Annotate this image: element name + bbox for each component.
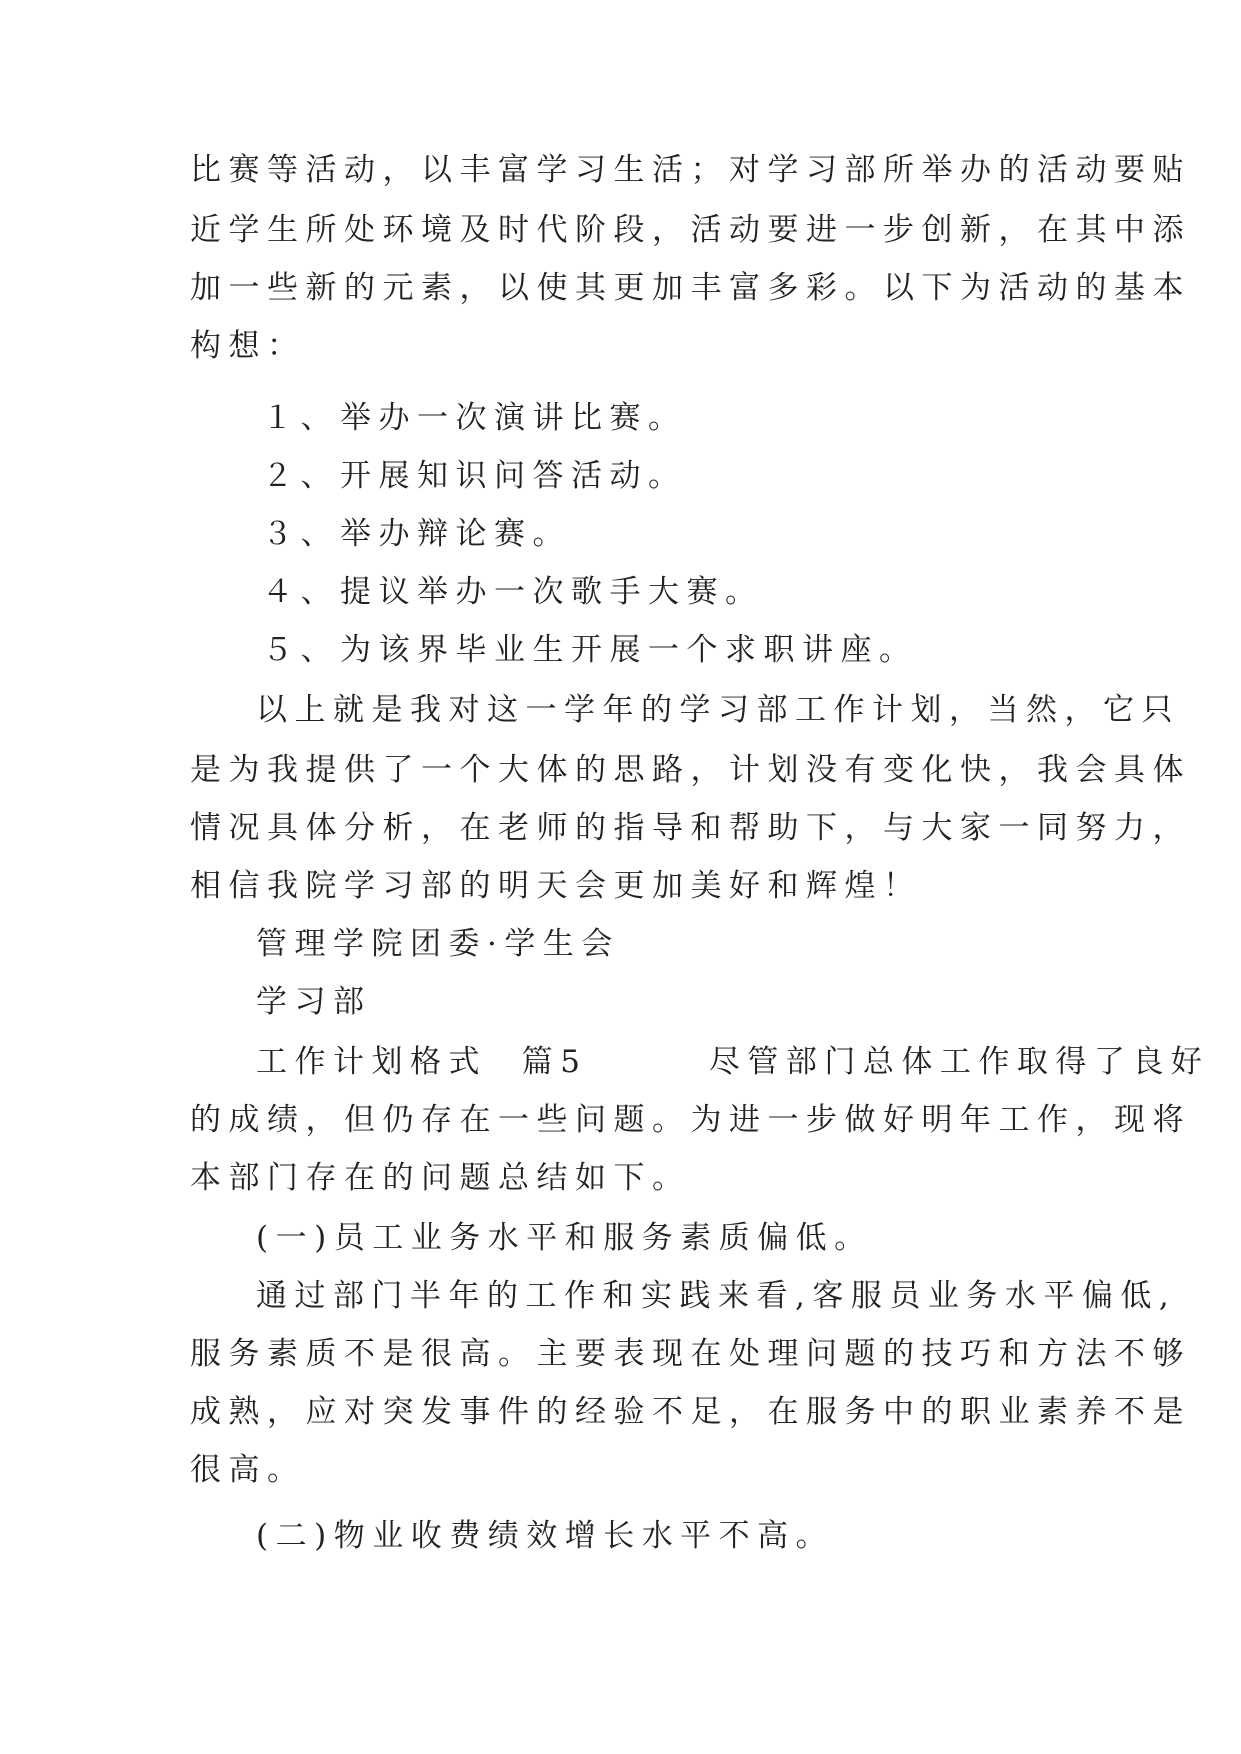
paragraph-line: 相信我院学习部的明天会更加美好和辉煌！ xyxy=(190,868,922,904)
list-item-number: １、 xyxy=(262,400,339,436)
list-item-text: 开展知识问答活动。 xyxy=(340,458,687,494)
paragraph-line: 很高。 xyxy=(190,1452,306,1488)
list-item-number: ５、 xyxy=(262,632,339,668)
list-item xyxy=(262,456,687,496)
paragraph-line: 的成绩，但仍存在一些问题。为进一步做好明年工作，现将 xyxy=(190,1102,1191,1138)
list-item-number: ４、 xyxy=(262,574,339,610)
paragraph-line: 情况具体分析，在老师的指导和帮助下，与大家一同努力， xyxy=(190,810,1191,846)
list-item-text: 为该界毕业生开展一个求职讲座。 xyxy=(340,632,918,668)
paragraph-line: 构想： xyxy=(190,328,306,364)
paragraph-line: 通过部门半年的工作和实践来看,客服员业务水平偏低, xyxy=(256,1278,1177,1314)
list-item xyxy=(262,572,764,612)
list-item-number: ２、 xyxy=(262,458,339,494)
paragraph-line: 以上就是我对这一学年的学习部工作计划，当然，它只 xyxy=(256,692,1180,728)
paragraph-line: 是为我提供了一个大体的思路，计划没有变化快，我会具体 xyxy=(190,752,1191,788)
paragraph-line: 工作计划格式 篇5 尽管部门总体工作取得了良好 xyxy=(256,1044,1210,1080)
list-item xyxy=(262,398,687,438)
paragraph-line: 服务素质不是很高。主要表现在处理问题的技巧和方法不够 xyxy=(190,1336,1191,1372)
section-heading: (二)物业收费绩效增长水平不高。 xyxy=(256,1518,835,1554)
signature-dept: 学习部 xyxy=(256,984,372,1020)
paragraph-line: 比赛等活动，以丰富学习生活；对学习部所举办的活动要贴 xyxy=(190,152,1191,188)
paragraph-line: 加一些新的元素，以使其更加丰富多彩。以下为活动的基本 xyxy=(190,270,1191,306)
paragraph-line: 本部门存在的问题总结如下。 xyxy=(190,1160,691,1196)
list-item-text: 举办一次演讲比赛。 xyxy=(340,400,687,436)
list-item-number: ３、 xyxy=(262,516,339,552)
signature-org: 管理学院团委·学生会 xyxy=(256,926,620,962)
section-heading: (一)员工业务水平和服务素质偏低。 xyxy=(256,1220,873,1256)
list-item-text: 提议举办一次歌手大赛。 xyxy=(340,574,764,610)
paragraph-line: 成熟，应对突发事件的经验不足，在服务中的职业素养不是 xyxy=(190,1394,1191,1430)
paragraph-line: 近学生所处环境及时代阶段，活动要进一步创新，在其中添 xyxy=(190,212,1191,248)
list-item xyxy=(262,630,918,670)
list-item-text: 举办辩论赛。 xyxy=(340,516,571,552)
list-item xyxy=(262,514,571,554)
